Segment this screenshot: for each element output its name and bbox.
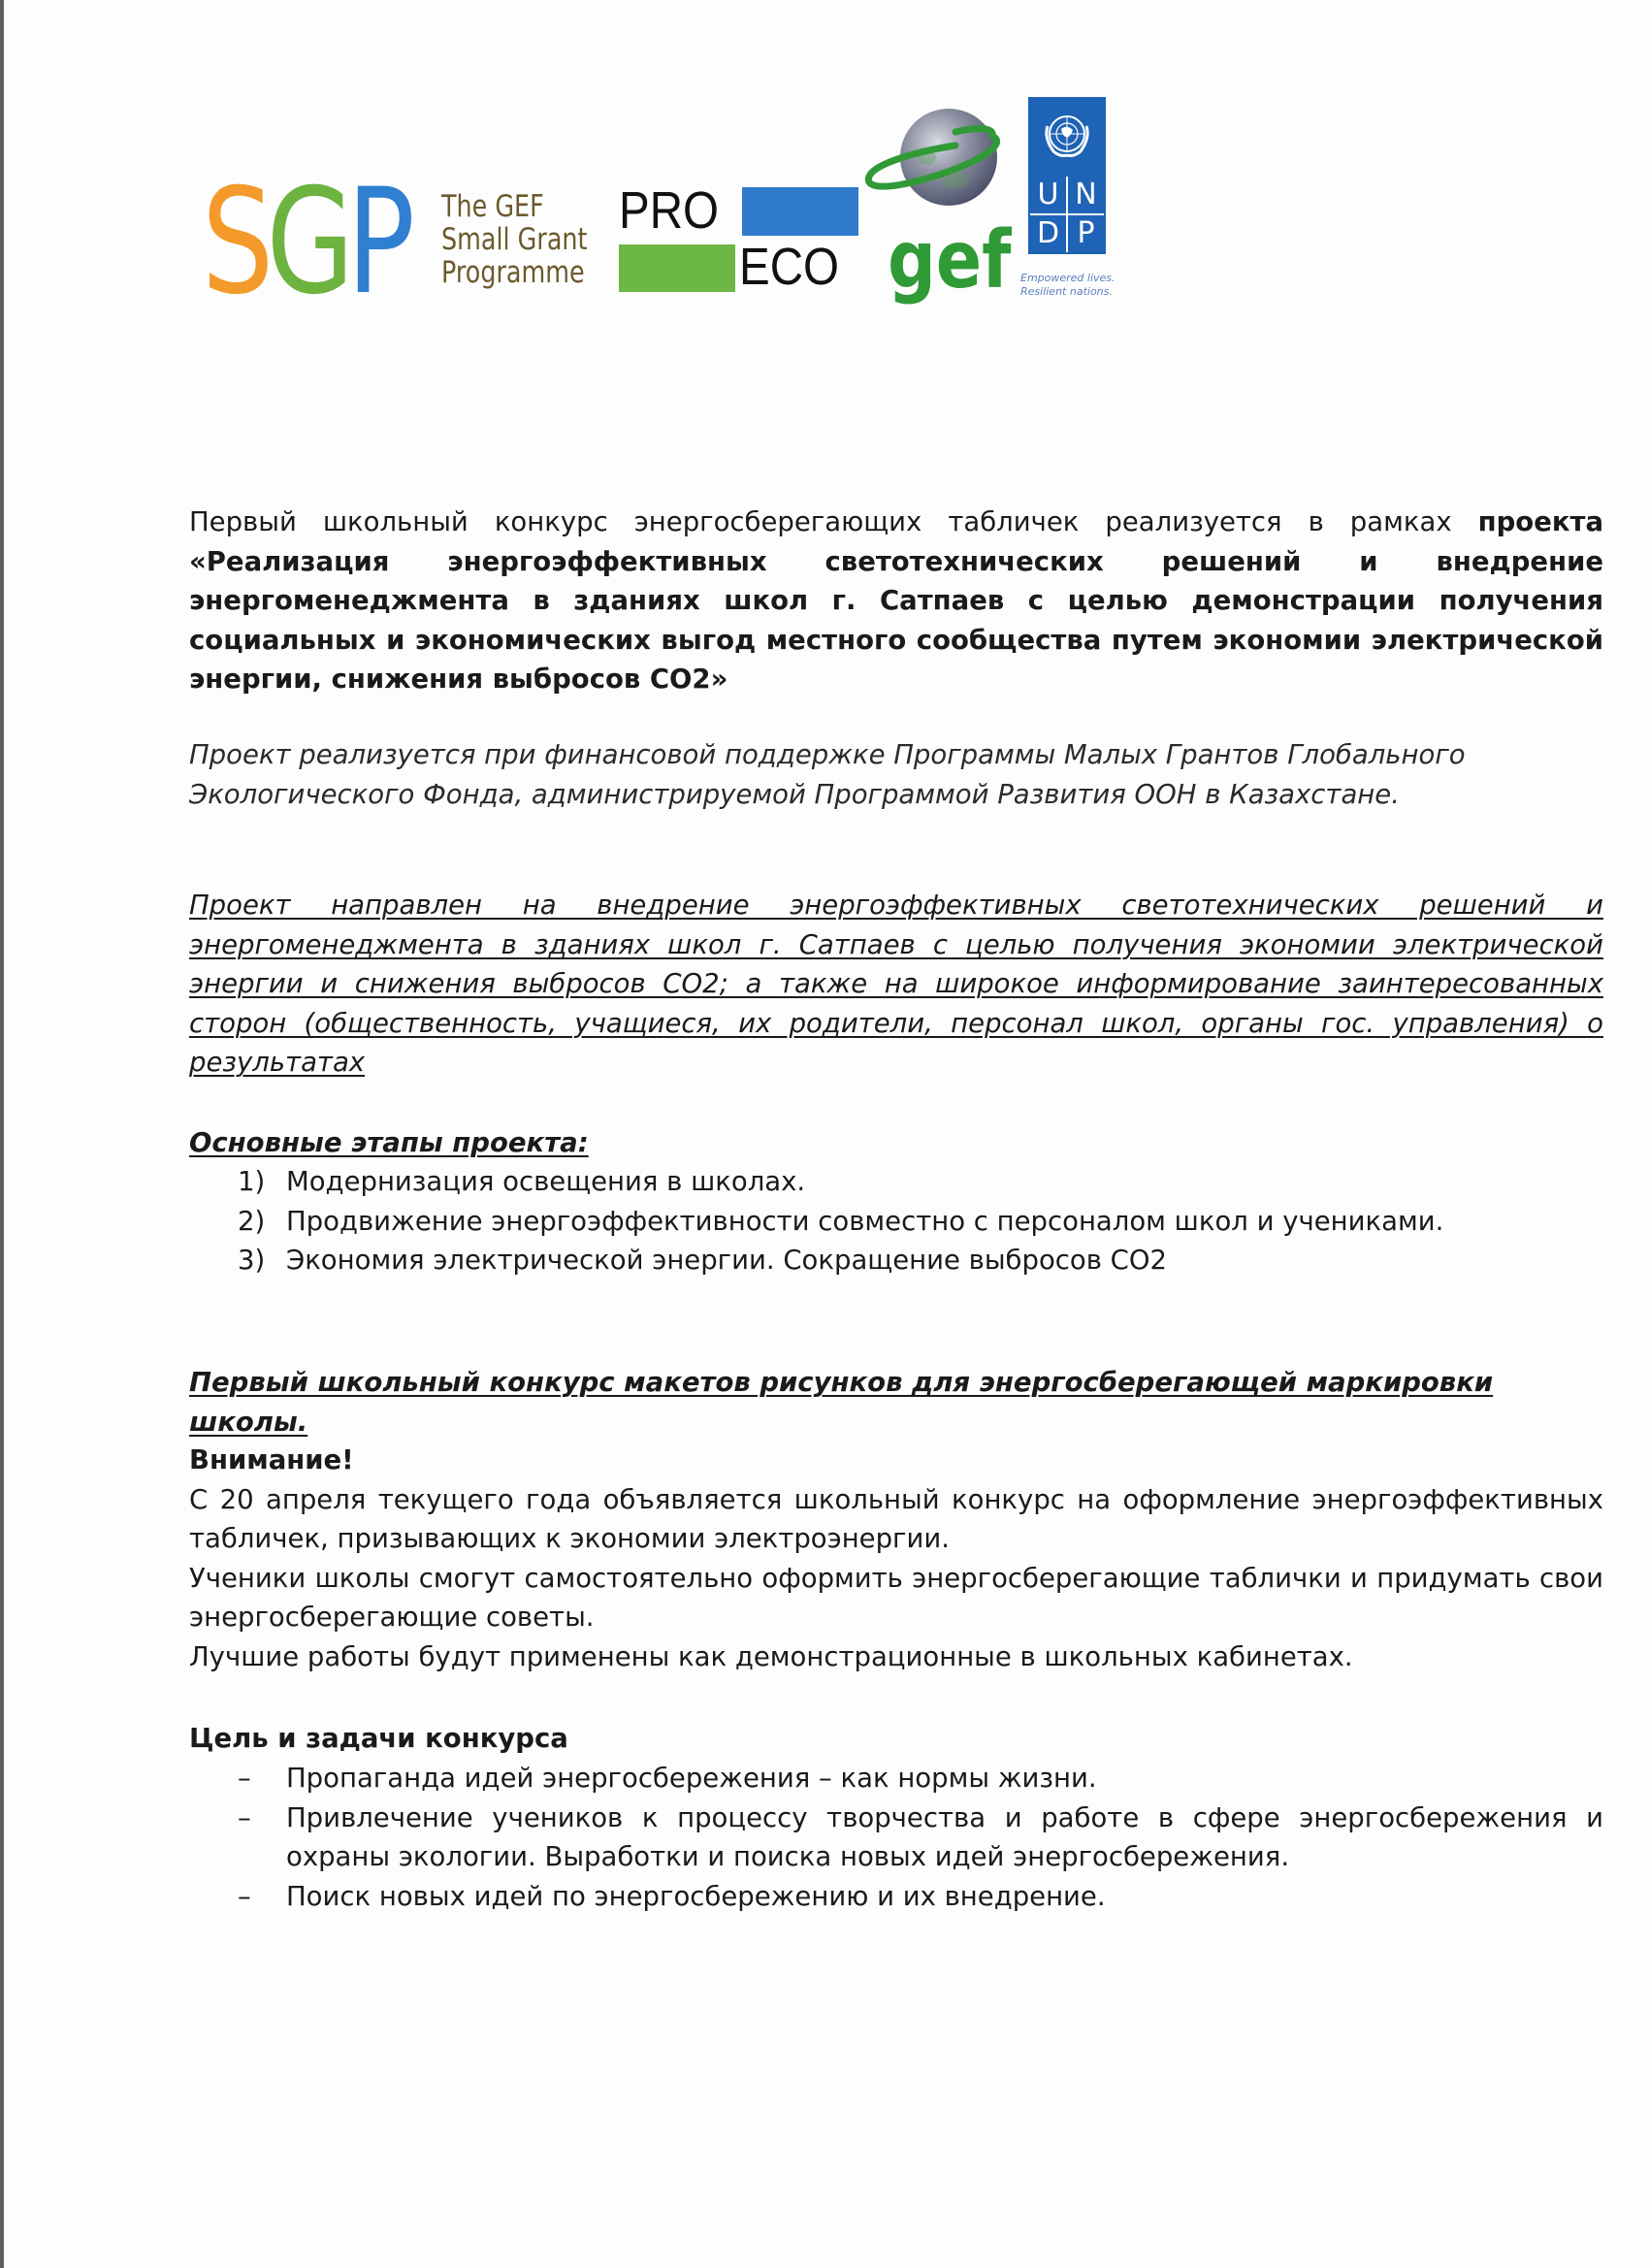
project-aim-paragraph: Проект направлен на внедрение энергоэффективных светотехнических решений и энергоменеджмента в зданиях школ г. Сатпаев с целью получения экономии электрической энергии и снижения выбросов СО2; а также на широкое информирование заинтересованных сторон (общественность, учащиеся, их родители, персонал школ, органы гос. управления) о результатах bbox=[189, 890, 1603, 1078]
eco-text: ECO bbox=[739, 238, 839, 296]
proeco-logo bbox=[617, 181, 864, 296]
contest-announcement bbox=[189, 1441, 1603, 1676]
stages-heading: Основные этапы проекта: bbox=[189, 1127, 589, 1158]
list-item: 3) Экономия электрической энергии. Сокращение выбросов СО2 bbox=[238, 1245, 1168, 1276]
un-emblem-icon bbox=[1028, 97, 1106, 175]
contest-paragraph: С 20 апреля текущего года объявляется школьный конкурс на оформление энергоэффективных табличек, призывающих к экономии электроэнергии. bbox=[189, 1483, 1603, 1554]
logo-header bbox=[0, 0, 1649, 330]
scan-edge bbox=[0, 0, 4, 2268]
blue-block bbox=[742, 187, 858, 236]
sgp-logo bbox=[202, 158, 588, 327]
gef-logo bbox=[858, 97, 1014, 306]
list-item: – Поиск новых идей по энергосбережению и их внедрение. bbox=[189, 1877, 1603, 1917]
globe-with-orbit-icon bbox=[858, 97, 1014, 233]
list-item: 2) Продвижение энергоэффективности совместно с персоналом школ и учениками. bbox=[238, 1205, 1444, 1237]
pro-text: PRO bbox=[619, 181, 719, 240]
sgp-letters: SGP bbox=[202, 158, 408, 327]
funding-note: Проект реализуется при финансовой поддержке Программы Малых Грантов Глобального Экологического Фонда, администрируемой Программой Развития ООН в Казахстане. bbox=[189, 739, 1466, 810]
green-block bbox=[619, 244, 735, 292]
goals-list bbox=[189, 1759, 1603, 1916]
contest-paragraph: Ученики школы смогут самостоятельно оформить энергосберегающие таблички и придумать свои энергосберегающие советы. bbox=[189, 1562, 1603, 1633]
intro-regular: Первый школьный конкурс энергосберегающих табличек реализуется в рамках bbox=[189, 506, 1478, 537]
contest-heading: Первый школьный конкурс макетов рисунков для энергосберегающей маркировки школы. bbox=[189, 1367, 1494, 1438]
dash-bullet: – bbox=[238, 1801, 251, 1833]
undp-tagline: Empowered lives. Resilient nations. bbox=[1020, 272, 1116, 298]
undp-letters: U N D P bbox=[1030, 177, 1104, 252]
goals-heading: Цель и задачи конкурса bbox=[189, 1723, 568, 1754]
contest-paragraph: Лучшие работы будут применены как демонстрационные в школьных кабинетах. bbox=[189, 1640, 1353, 1672]
gef-wordmark: gef bbox=[888, 214, 1012, 307]
attention-label: Внимание! bbox=[189, 1444, 354, 1475]
dash-bullet: – bbox=[238, 1880, 251, 1912]
list-item: – Пропаганда идей энергосбережения – как нормы жизни. bbox=[189, 1759, 1603, 1798]
intro-project-title: проекта «Реализация энергоэффективных светотехнических решений и внедрение энергоменеджмента в зданиях школ г. Сатпаев с целью демонстрации получения социальных и экономических выгод местного сообщества путем экономии электрической энергии, снижения выбросов СО2» bbox=[189, 506, 1603, 695]
list-item: – Привлечение учеников к процессу творчества и работе в сфере энергосбережения и охраны экологии. Выработки и поиска новых идей энергосбережения. bbox=[189, 1798, 1603, 1877]
intro-paragraph bbox=[189, 502, 1603, 699]
stages-list bbox=[189, 1162, 1603, 1280]
dash-bullet: – bbox=[238, 1763, 251, 1794]
list-item: 1) Модернизация освещения в школах. bbox=[238, 1166, 806, 1197]
sgp-caption: The GEF Small Grant Programme bbox=[441, 189, 588, 290]
undp-logo bbox=[1028, 97, 1106, 254]
